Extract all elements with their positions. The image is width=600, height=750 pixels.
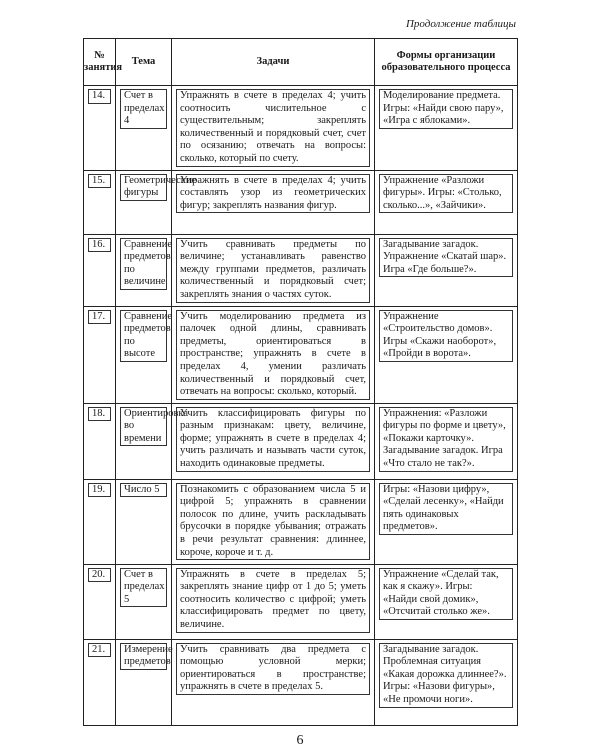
row-num: 20. bbox=[88, 568, 111, 583]
row-num: 21. bbox=[88, 643, 111, 658]
header-tasks: Задачи bbox=[172, 39, 375, 86]
table-row bbox=[84, 479, 518, 564]
row-forms: Упражнение «Строительство домов». Игры «Скажи наоборот», «Пройди в ворота». bbox=[379, 310, 513, 362]
row-forms: Игры: «Назови цифру», «Сделай лесенку», «Найди пять одинаковых предметов». bbox=[379, 483, 513, 535]
row-forms: Упражнения: «Разложи фигуры по форме и цвету», «Покажи карточку». Загадывание загадок. Игра «Что стало не так?». bbox=[379, 407, 513, 472]
row-theme: Счет в пределах 4 bbox=[120, 89, 167, 129]
row-tasks: Упражнять в счете в пределах 4; учить соотносить числительное с существительным; закреплять количественный и порядковый счет, счет по осязанию; отвечать на вопросы: сколько, который по счету. bbox=[176, 89, 370, 167]
table-row bbox=[84, 564, 518, 639]
table-row bbox=[84, 86, 518, 171]
row-forms: Загадывание загадок. Упражнение «Скатай шар». Игра «Где больше?». bbox=[379, 238, 513, 278]
row-num: 16. bbox=[88, 238, 111, 253]
row-num: 18. bbox=[88, 407, 111, 422]
table-header-row bbox=[84, 39, 518, 86]
row-tasks: Учить классифицировать фигуры по разным признакам: цвету, величине, форме; упражнять в счете в пределах 4; учить различать и называть части суток, находить одинаковые предметы. bbox=[176, 407, 370, 472]
row-forms: Упражнение «Сделай так, как я скажу». Игры: «Найди свой домик», «Отсчитай столько же». bbox=[379, 568, 513, 620]
table-row bbox=[84, 170, 518, 234]
row-tasks: Упражнять в счете в пределах 5; закреплять знание цифр от 1 до 5; уметь соотносить количество с цифрой; уметь классифицировать предмет по цвету, величине. bbox=[176, 568, 370, 633]
row-theme: Сравнение предметов по величине bbox=[120, 238, 167, 290]
row-num: 17. bbox=[88, 310, 111, 325]
row-theme: Измерение предметов bbox=[120, 643, 167, 670]
header-num: № занятия bbox=[84, 39, 116, 86]
row-num: 19. bbox=[88, 483, 111, 498]
header-theme: Тема bbox=[116, 39, 172, 86]
row-tasks: Учить сравнивать предметы по величине; устанавливать равенство между группами предметов, различать количественный и порядковый счет; закреплять знания о частях суток. bbox=[176, 238, 370, 303]
row-forms: Упражнение «Разложи фигуры». Игры: «Столько, сколько...», «Зайчики». bbox=[379, 174, 513, 214]
table-row bbox=[84, 403, 518, 479]
row-tasks: Учить сравнивать два предмета с помощью условной мерки; ориентироваться в пространстве; упражнять в счете в пределах 5. bbox=[176, 643, 370, 695]
row-theme: Сравнение предметов по высоте bbox=[120, 310, 167, 362]
table-row bbox=[84, 306, 518, 403]
header-forms: Формы организации образовательного процесса bbox=[375, 39, 518, 86]
row-num: 14. bbox=[88, 89, 111, 104]
row-tasks: Учить моделированию предмета из палочек одной длины, сравнивать предметы, ориентироваться в пространстве; упражнять в счете в пределах 4, умении различать количественный и порядковый счет, отвечать на вопросы: сколько, который. bbox=[176, 310, 370, 400]
row-tasks: Познакомить с образованием числа 5 и цифрой 5; упражнять в сравнении полосок по длине, учить раскладывать брусочки в порядке убывания; отражать в речи результат сравнения: длиннее, короче, короче и т. д. bbox=[176, 483, 370, 561]
row-theme: Геометрические фигуры bbox=[120, 174, 167, 201]
row-forms: Загадывание загадок. Проблемная ситуация «Какая дорожка длиннее?». Игры: «Назови фигуры», «Не промочи ноги». bbox=[379, 643, 513, 708]
lesson-table bbox=[83, 38, 518, 726]
continuation-label: Продолжение таблицы bbox=[405, 18, 516, 30]
row-theme: Счет в пределах 5 bbox=[120, 568, 167, 608]
page-number: 6 bbox=[296, 733, 304, 748]
row-forms: Моделирование предмета. Игры: «Найди свою пару», «Игра с яблоками». bbox=[379, 89, 513, 129]
row-theme: Число 5 bbox=[120, 483, 167, 498]
row-tasks: Упражнять в счете в пределах 4; учить составлять узор из геометрических фигур; закреплять названия фигур. bbox=[176, 174, 370, 214]
table-row bbox=[84, 234, 518, 306]
table-row bbox=[84, 639, 518, 725]
row-theme: Ориентировка во времени bbox=[120, 407, 167, 447]
row-num: 15. bbox=[88, 174, 111, 189]
